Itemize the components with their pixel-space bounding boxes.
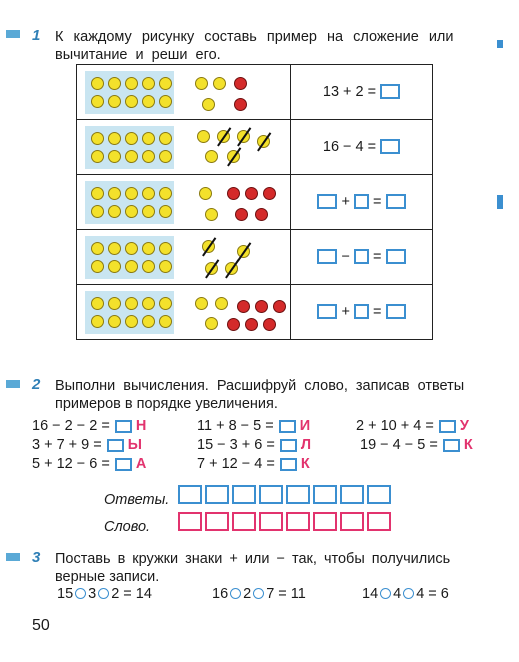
task-3-number: 3 <box>32 549 41 566</box>
yellow-coin <box>108 150 121 163</box>
answer-box[interactable] <box>205 485 229 504</box>
equals: = <box>373 194 382 210</box>
answer-box[interactable] <box>386 304 406 319</box>
yellow-coin <box>217 130 230 143</box>
number-box[interactable] <box>354 194 369 209</box>
yellow-coin <box>205 208 218 221</box>
yellow-coin <box>159 150 172 163</box>
yellow-coin <box>159 205 172 218</box>
task-1-table <box>76 64 433 340</box>
yellow-coin <box>225 262 238 275</box>
yellow-coin <box>159 297 172 310</box>
red-coin <box>255 208 268 221</box>
answer-box[interactable] <box>280 458 297 471</box>
equals: = <box>373 304 382 320</box>
equals: = <box>373 249 382 265</box>
yellow-coin <box>108 205 121 218</box>
yellow-coin <box>257 135 270 148</box>
example-cell <box>291 65 433 120</box>
answer-box[interactable] <box>367 485 391 504</box>
yellow-coin <box>205 262 218 275</box>
sign-circle[interactable] <box>380 588 391 599</box>
yellow-coin <box>159 77 172 90</box>
yellow-coin <box>202 98 215 111</box>
yellow-coin <box>125 132 138 145</box>
red-coin <box>245 187 258 200</box>
yellow-coin <box>159 95 172 108</box>
operator: − <box>341 249 350 265</box>
task-marker <box>6 380 20 388</box>
number-box[interactable] <box>317 304 337 319</box>
yellow-coin <box>125 260 138 273</box>
yellow-coin <box>108 95 121 108</box>
sign-circle[interactable] <box>98 588 109 599</box>
yellow-coin <box>159 132 172 145</box>
answers-row <box>104 485 394 509</box>
example: 3 + 7 + 9 = Ы <box>32 437 142 453</box>
red-coin <box>234 98 247 111</box>
cipher-letter: Ы <box>127 437 142 453</box>
yellow-coin <box>108 260 121 273</box>
task-2-text-line1: Выполни вычисления. Расшифруй слово, записав ответы <box>55 378 465 394</box>
task-3-text-line1: Поставь в кружки знаки + или − так, чтобы получились <box>55 551 451 567</box>
yellow-coin <box>91 315 104 328</box>
yellow-coin <box>205 150 218 163</box>
red-coin <box>235 208 248 221</box>
sign-circle[interactable] <box>75 588 86 599</box>
yellow-coin <box>125 95 138 108</box>
example: 19 − 4 − 5 = К <box>360 437 473 453</box>
letter-box[interactable] <box>232 512 256 531</box>
picture-cell <box>77 175 291 230</box>
yellow-coin <box>125 205 138 218</box>
task-2-text-line2: примеров в порядке увеличения. <box>55 396 278 412</box>
yellow-coin <box>91 297 104 310</box>
yellow-coin <box>227 150 240 163</box>
yellow-coin <box>125 187 138 200</box>
sign-example: 14 4 4 = 6 <box>362 586 449 602</box>
yellow-coin <box>91 132 104 145</box>
task-1-number: 1 <box>32 27 41 44</box>
red-coin <box>227 318 240 331</box>
example: 11 + 8 − 5 = И <box>197 418 311 434</box>
red-coin <box>263 187 276 200</box>
red-coin <box>237 300 250 313</box>
answer-box[interactable] <box>380 139 400 154</box>
picture-cell <box>77 230 291 285</box>
yellow-coin <box>91 242 104 255</box>
picture-cell <box>77 65 291 120</box>
yellow-coin <box>125 297 138 310</box>
example-cell <box>291 120 433 175</box>
yellow-coin <box>91 205 104 218</box>
yellow-coin <box>237 245 250 258</box>
letter-box[interactable] <box>340 512 364 531</box>
example: 16 − 2 − 2 = Н <box>32 418 147 434</box>
cipher-letter: И <box>299 418 311 434</box>
yellow-coin <box>108 297 121 310</box>
red-coin <box>227 187 240 200</box>
yellow-coin <box>91 77 104 90</box>
answer-box[interactable] <box>107 439 124 452</box>
answer-box[interactable] <box>386 249 406 264</box>
yellow-coin <box>91 150 104 163</box>
yellow-coin <box>91 95 104 108</box>
red-coin <box>273 300 286 313</box>
yellow-coin <box>108 77 121 90</box>
example-cell <box>291 230 433 285</box>
answers-label: Ответы. <box>104 492 170 508</box>
yellow-coin <box>142 242 155 255</box>
cipher-letter: А <box>135 456 147 472</box>
task-1-text-line1: К каждому рисунку составь пример на сложение или <box>55 29 454 45</box>
yellow-coin <box>142 95 155 108</box>
answer-box[interactable] <box>443 439 460 452</box>
red-coin <box>234 77 247 90</box>
cipher-letter: Н <box>135 418 147 434</box>
yellow-coin <box>142 260 155 273</box>
yellow-coin <box>197 130 210 143</box>
answer-box[interactable] <box>439 420 456 433</box>
letter-box[interactable] <box>367 512 391 531</box>
red-coin <box>245 318 258 331</box>
yellow-coin <box>159 187 172 200</box>
yellow-coin <box>91 187 104 200</box>
yellow-coin <box>142 132 155 145</box>
letter-box[interactable] <box>205 512 229 531</box>
task-2-number: 2 <box>32 376 41 393</box>
answer-box[interactable] <box>380 84 400 99</box>
answer-box[interactable] <box>279 420 296 433</box>
sign-example: 16 2 7 = 11 <box>212 586 306 602</box>
answer-box[interactable] <box>115 458 132 471</box>
yellow-coin <box>213 77 226 90</box>
sign-circle[interactable] <box>403 588 414 599</box>
yellow-coin <box>108 187 121 200</box>
example-cell <box>291 175 433 230</box>
number-box[interactable] <box>354 249 369 264</box>
yellow-coin <box>125 150 138 163</box>
yellow-coin <box>159 260 172 273</box>
yellow-coin <box>142 187 155 200</box>
cipher-letter: Л <box>300 437 312 453</box>
number-box[interactable] <box>317 249 337 264</box>
answer-box[interactable] <box>386 194 406 209</box>
task-marker <box>6 553 20 561</box>
letter-box[interactable] <box>313 512 337 531</box>
answer-box[interactable] <box>232 485 256 504</box>
operator: + <box>341 304 350 320</box>
yellow-coin <box>205 317 218 330</box>
yellow-coin <box>142 150 155 163</box>
answer-box[interactable] <box>115 420 132 433</box>
sign-example: 15 3 2 = 14 <box>57 586 152 602</box>
sign-circle[interactable] <box>253 588 264 599</box>
cipher-letter: К <box>300 456 310 472</box>
word-label: Слово. <box>104 519 151 535</box>
yellow-coin <box>108 315 121 328</box>
page-number: 50 <box>32 617 50 634</box>
yellow-coin <box>159 242 172 255</box>
yellow-coin <box>142 205 155 218</box>
yellow-coin <box>142 315 155 328</box>
answer-box[interactable] <box>280 439 297 452</box>
margin-marker <box>497 40 503 48</box>
yellow-coin <box>142 297 155 310</box>
example-expression: 13 + 2 = <box>322 84 377 100</box>
yellow-coin <box>108 242 121 255</box>
picture-cell <box>77 120 291 175</box>
operator: + <box>341 194 350 210</box>
example-expression: 16 − 4 = <box>322 139 377 155</box>
example: 7 + 12 − 4 = К <box>197 456 310 472</box>
letter-box[interactable] <box>286 512 310 531</box>
yellow-coin <box>215 297 228 310</box>
cipher-letter: У <box>459 418 469 434</box>
yellow-coin <box>142 77 155 90</box>
yellow-coin <box>125 315 138 328</box>
number-box[interactable] <box>354 304 369 319</box>
task-marker <box>6 30 20 38</box>
answer-box[interactable] <box>259 485 283 504</box>
picture-cell <box>77 285 291 340</box>
word-row <box>104 512 394 536</box>
yellow-coin <box>199 187 212 200</box>
example: 2 + 10 + 4 = У <box>356 418 469 434</box>
answer-box[interactable] <box>178 485 202 504</box>
yellow-coin <box>125 77 138 90</box>
yellow-coin <box>202 240 215 253</box>
sign-circle[interactable] <box>230 588 241 599</box>
margin-marker <box>497 195 503 209</box>
example: 5 + 12 − 6 = А <box>32 456 147 472</box>
example-cell <box>291 285 433 340</box>
red-coin <box>255 300 268 313</box>
red-coin <box>263 318 276 331</box>
letter-box[interactable] <box>259 512 283 531</box>
answer-box[interactable] <box>340 485 364 504</box>
number-box[interactable] <box>317 194 337 209</box>
yellow-coin <box>237 130 250 143</box>
yellow-coin <box>195 297 208 310</box>
letter-box[interactable] <box>178 512 202 531</box>
yellow-coin <box>91 260 104 273</box>
task-1-text-line2: вычитание и реши его. <box>55 47 221 63</box>
yellow-coin <box>159 315 172 328</box>
task-3-text-line2: верные записи. <box>55 569 160 585</box>
answer-box[interactable] <box>286 485 310 504</box>
example: 15 − 3 + 6 = Л <box>197 437 312 453</box>
yellow-coin <box>125 242 138 255</box>
yellow-coin <box>195 77 208 90</box>
cipher-letter: К <box>463 437 473 453</box>
answer-box[interactable] <box>313 485 337 504</box>
yellow-coin <box>108 132 121 145</box>
